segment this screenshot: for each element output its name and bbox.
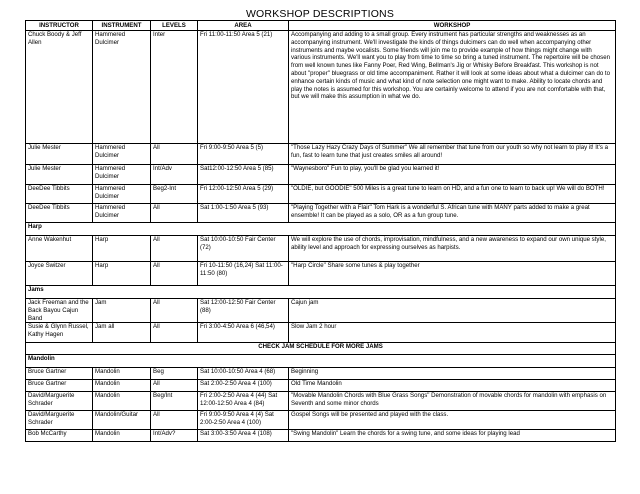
table-row (26, 380, 616, 392)
cell-instrument: Hammered Dulcimer (93, 31, 151, 144)
cell-instrument: Mandolin (93, 380, 151, 392)
table-row (26, 299, 616, 323)
cell-level: Beg2-Int (151, 185, 198, 204)
cell-instrument: Harp (93, 262, 151, 286)
cell-workshop: "Those Lazy Hazy Crazy Days of Summer" We all remember that tune from our youth so why not learn to play it! It's a fun, fast to learn tune that just creates smiles all around! (289, 144, 616, 165)
cell-workshop: Gospel Songs will be presented and played with the class. (289, 411, 616, 430)
cell-instructor: DeeDee Tibbits (26, 204, 93, 223)
cell-instrument: Hammered Dulcimer (93, 165, 151, 185)
table-row (26, 368, 616, 380)
cell-level: All (151, 299, 198, 323)
table-row (26, 144, 616, 165)
cell-level: All (151, 380, 198, 392)
section-header-harp (26, 223, 616, 236)
cell-level: Int/Adv (151, 165, 198, 185)
cell-area: Fri 11:00-11:50 Area 5 (21) (198, 31, 289, 144)
page-title: WORKSHOP DESCRIPTIONS (245, 8, 395, 20)
cell-instrument: Jam all (93, 323, 151, 343)
jam-schedule-note: CHECK JAM SCHEDULE FOR MORE JAMS (26, 343, 616, 355)
cell-instrument: Hammered Dulcimer (93, 185, 151, 204)
table-row (26, 204, 616, 223)
header-row (26, 21, 616, 31)
cell-workshop: "Swing Mandolin" Learn the chords for a swing tune, and some ideas for playing lead (289, 430, 616, 442)
cell-instrument: Mandolin (93, 368, 151, 380)
section-header-mandolin (26, 355, 616, 368)
header-instructor: INSTRUCTOR (26, 21, 93, 31)
section-title-mandolin: Mandolin (26, 355, 616, 368)
cell-level: All (151, 262, 198, 286)
table-row (26, 392, 616, 411)
header-levels: LEVELS (151, 21, 198, 31)
cell-area: Sat 2:00-2:50 Area 4 (100) (198, 380, 289, 392)
cell-area: Sat 1:00-1:50 Area 5 (93) (198, 204, 289, 223)
cell-instrument: Hammered Dulcimer (93, 144, 151, 165)
header-instrument: INSTRUMENT (93, 21, 151, 31)
cell-instrument: Harp (93, 236, 151, 262)
workshop-table (25, 20, 616, 442)
cell-level: All (151, 411, 198, 430)
cell-instructor: Chuck Boody & Jeff Allen (26, 31, 93, 144)
cell-workshop: "Playing Together with a Flair" Tom Hark is a wonderful S. African tune with MANY parts added to make a great ensemble! It can be played as a solo, OR as a fun group tune. (289, 204, 616, 223)
cell-area: Sat 10:00-10:50 Area 4 (68) (198, 368, 289, 380)
cell-instructor: Joyce Switzer (26, 262, 93, 286)
cell-area: Sat12:00-12:50 Area 5 (85) (198, 165, 289, 185)
table-row (26, 185, 616, 204)
cell-instructor: Julie Mester (26, 165, 93, 185)
cell-instructor: Susie & Glynn Russel, Kathy Hagen (26, 323, 93, 343)
cell-area: Fri 2:00-2:50 Area 4 (44) Sat 12:00-12:50 Area 4 (84) (198, 392, 289, 411)
cell-level: All (151, 144, 198, 165)
table-row (26, 236, 616, 262)
table-row (26, 262, 616, 286)
cell-instructor: David/Marguerite Schrader (26, 411, 93, 430)
cell-area: Fri 9:00-9:50 Area 4 (4) Sat 2:00-2:50 Area 4 (100) (198, 411, 289, 430)
cell-instructor: Bruce Gartner (26, 368, 93, 380)
cell-level: Int/Adv? (151, 430, 198, 442)
cell-instrument: Hammered Dulcimer (93, 204, 151, 223)
cell-instructor: DeeDee Tibbits (26, 185, 93, 204)
cell-workshop: Accompanying and adding to a small group. Every instrument has particular strengths and weaknesses as an accompanying instrument. We'll investigate the kinds of things dulcimers can do well when accompanying other instruments and maybe vocalists. Some friends will join me to provide example of how things might change with various instruments. We'll want you to play from time to time so bring a tuned instrument. The repertoire will be chosen from well known tunes like Fanny Poer, Red Wing, Bellman's Jig or Whisky Before Breakfast. This workshop is not about "proper" bluegrass or old time accompaniment. Rather it will look at some ideas about what a dulcimer can do to enhance certain kinds of music and what kind of note selection one might want to make. Ability to locate chords and play the notes is assumed for this workshop. You are certainly welcome to attend if you are not comfortable with that, but we will make this assumption in what we do. (289, 31, 616, 144)
cell-level: Inter (151, 31, 198, 144)
cell-level: Beg (151, 368, 198, 380)
cell-workshop: Cajun jam (289, 299, 616, 323)
cell-area: Fri 3:00-4:50 Area 6 (46,54) (198, 323, 289, 343)
section-header-jams (26, 286, 616, 299)
cell-workshop: Slow Jam 2 hour (289, 323, 616, 343)
cell-workshop: Old Time Mandolin (289, 380, 616, 392)
table-row (26, 430, 616, 442)
cell-instructor: Julie Mester (26, 144, 93, 165)
section-title-harp: Harp (26, 223, 616, 236)
cell-instrument: Mandolin (93, 392, 151, 411)
jam-schedule-row (26, 343, 616, 355)
cell-workshop: "Harp Circle" Share some tunes & play together (289, 262, 616, 286)
table-row (26, 165, 616, 185)
cell-instructor: David/Marguerite Schrader (26, 392, 93, 411)
cell-instructor: Jack Freeman and the Back Bayou Cajun Band (26, 299, 93, 323)
table-row (26, 31, 616, 144)
cell-area: Fri 9:00-9:50 Area 5 (5) (198, 144, 289, 165)
cell-workshop: We will explore the use of chords, improvisation, mindfulness, and a new awareness to expand our own unique style, ability level and approach for expressing ourselves as harpists. (289, 236, 616, 262)
cell-level: All (151, 236, 198, 262)
cell-workshop: "OLDIE, but GOODIE" 500 Miles is a great tune to learn on HD, and a fun one to learn to back up! We will do BOTH! (289, 185, 616, 204)
cell-area: Sat 10:00-10:50 Fair Center (72) (198, 236, 289, 262)
cell-level: Beg/Int (151, 392, 198, 411)
header-workshop: WORKSHOP (289, 21, 616, 31)
cell-instrument: Mandolin/Guitar (93, 411, 151, 430)
cell-level: All (151, 323, 198, 343)
cell-area: Fri 10-11:50 (16,24) Sat 11:00-11:50 (80) (198, 262, 289, 286)
table-row (26, 411, 616, 430)
cell-level: All (151, 204, 198, 223)
cell-instrument: Mandolin (93, 430, 151, 442)
cell-instructor: Bruce Gartner (26, 380, 93, 392)
cell-workshop: "Waynesboro" Fun to play, you'll be glad you learned it! (289, 165, 616, 185)
cell-workshop: Beginning (289, 368, 616, 380)
cell-area: Fri 12:00-12:50 Area 5 (29) (198, 185, 289, 204)
cell-workshop: "Movable Mandolin Chords with Blue Grass Songs" Demonstration of movable chords for mandolin with emphasis on Seventh and some minor chords (289, 392, 616, 411)
cell-instructor: Anne Wakenhut (26, 236, 93, 262)
table-row (26, 323, 616, 343)
cell-area: Sat 12:00-12:50 Fair Center (88) (198, 299, 289, 323)
header-area: AREA (198, 21, 289, 31)
cell-area: Sat 3:00-3:50 Area 4 (108) (198, 430, 289, 442)
cell-instructor: Bob McCarthy (26, 430, 93, 442)
cell-instrument: Jam (93, 299, 151, 323)
section-title-jams: Jams (26, 286, 616, 299)
